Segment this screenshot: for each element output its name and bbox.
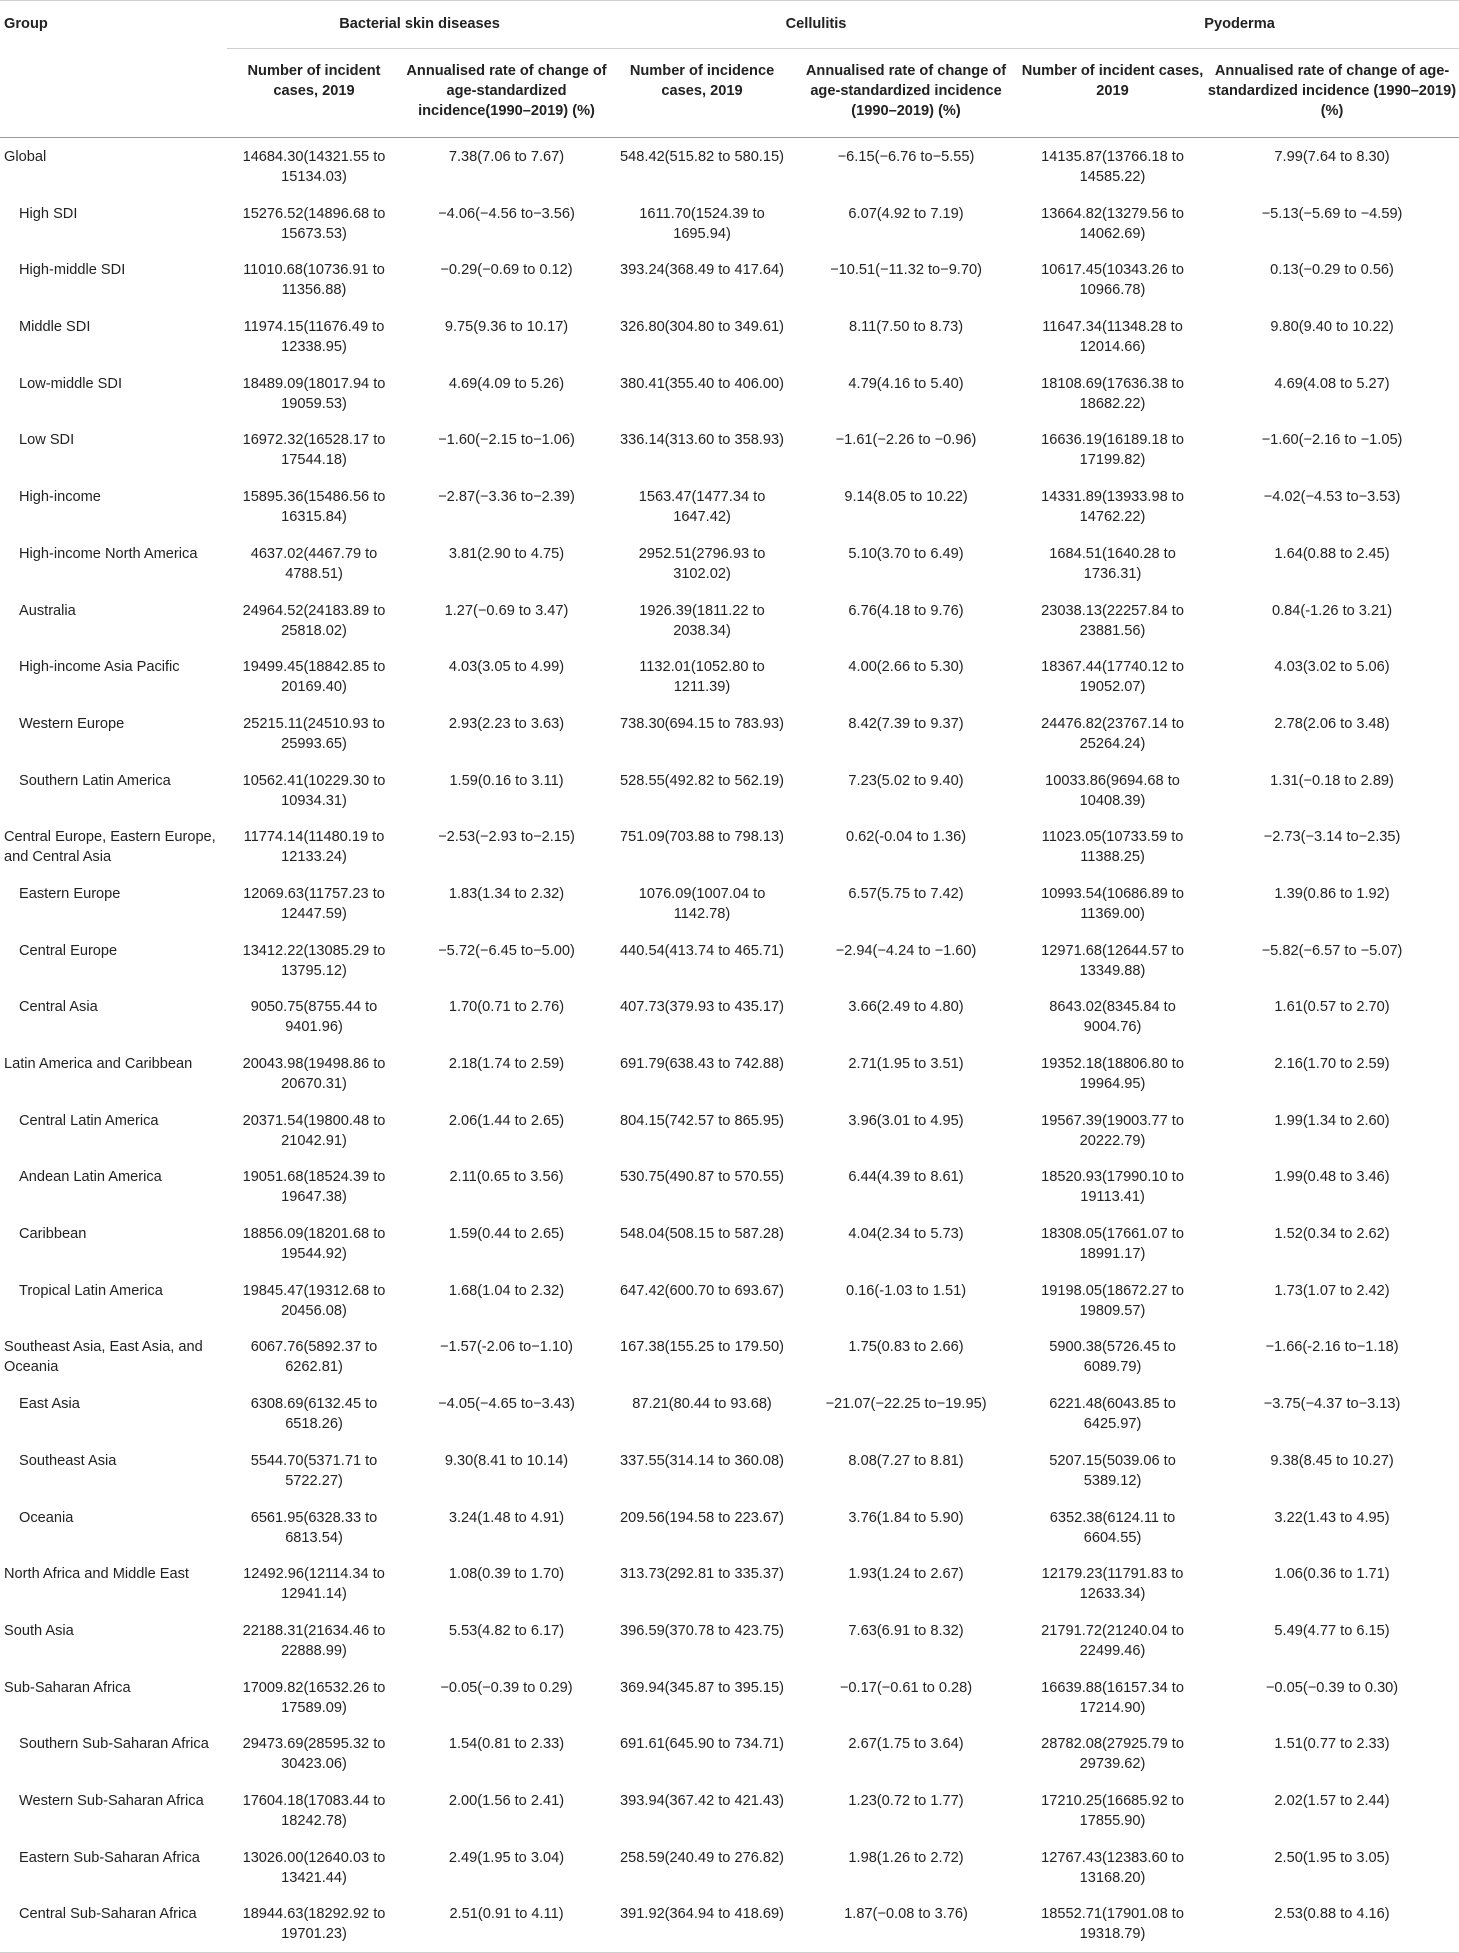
table-cell: 12767.43(12383.60 to 13168.20) <box>1041 1849 1184 1886</box>
table-cell: 19198.05(18672.27 to 19809.57) <box>1041 1282 1184 1319</box>
table-cell: 19499.45(18842.85 to 20169.40) <box>242 659 386 696</box>
table-cell: 6.07(4.92 to 7.19) <box>848 205 964 222</box>
table-cell: −1.57(-2.06 to−1.10) <box>439 1339 574 1356</box>
row-group-name: Middle SDI <box>19 319 91 336</box>
table-row <box>0 1272 1459 1329</box>
table-cell: 1.23(0.72 to 1.77) <box>848 1792 964 1809</box>
table-cell: −5.13(−5.69 to −4.59) <box>1261 205 1403 222</box>
table-cell: 6221.48(6043.85 to 6425.97) <box>1049 1396 1176 1433</box>
row-group-name: High-middle SDI <box>19 262 126 279</box>
table-row <box>0 932 1459 989</box>
row-group-name: East Asia <box>19 1396 80 1413</box>
table-cell: 1132.01(1052.80 to 1211.39) <box>639 659 765 696</box>
table-cell: 2.71(1.95 to 3.51) <box>848 1056 964 1072</box>
table-row <box>0 1612 1459 1669</box>
table-cell: 7.23(5.02 to 9.40) <box>848 772 964 789</box>
table-row <box>0 1328 1459 1385</box>
table-cell: 8.11(7.50 to 8.73) <box>848 319 964 336</box>
table-cell: 87.21(80.44 to 93.68) <box>632 1396 772 1413</box>
table-row <box>0 1499 1459 1556</box>
table-row <box>0 1158 1459 1215</box>
table-cell: 2.50(1.95 to 3.05) <box>1274 1849 1390 1866</box>
table-header <box>0 1 1459 138</box>
table-cell: −6.15(−6.76 to−5.55) <box>837 149 975 165</box>
table-row <box>0 1385 1459 1442</box>
table-cell: 369.94(345.87 to 395.15) <box>620 1679 784 1696</box>
table-cell: −21.07(−22.25 to−19.95) <box>825 1396 987 1413</box>
table-row <box>0 138 1459 195</box>
table-row <box>0 648 1459 705</box>
table-cell: 9.75(9.36 to 10.17) <box>444 319 569 336</box>
table-cell: 2.78(2.06 to 3.48) <box>1274 715 1390 732</box>
table-cell: 2.06(1.44 to 2.65) <box>448 1112 565 1129</box>
row-group-name: Central Asia <box>19 999 98 1016</box>
table-cell: 391.92(364.94 to 418.69) <box>612 1895 792 1952</box>
table-cell: 4.79(4.16 to 5.40) <box>848 375 964 392</box>
table-cell: 28782.08(27925.79 to 29739.62) <box>1041 1736 1184 1773</box>
table-cell: 440.54(413.74 to 465.71) <box>620 942 784 959</box>
table-cell: 7.99(7.64 to 8.30) <box>1274 149 1390 165</box>
table-cell: 11974.15(11676.49 to 12338.95) <box>243 319 385 356</box>
table-cell: −3.75(−4.37 to−3.13) <box>1263 1396 1401 1413</box>
table-cell: 326.80(304.80 to 349.61) <box>620 319 784 336</box>
table-cell: 1076.09(1007.04 to 1142.78) <box>638 885 766 922</box>
table-cell: 18856.09(18201.68 to 19544.92) <box>242 1226 386 1263</box>
table-cell: 13664.82(13279.56 to 14062.69) <box>1041 205 1184 242</box>
table-cell: 0.13(−0.29 to 0.56) <box>1270 262 1394 279</box>
table-cell: 6561.95(6328.33 to 6813.54) <box>250 1509 378 1546</box>
table-cell: 6067.76(5892.37 to 6262.81) <box>250 1339 378 1376</box>
table-cell: 9.30(8.41 to 10.14) <box>444 1452 569 1469</box>
table-row <box>0 592 1459 649</box>
table-cell: 10033.86(9694.68 to 10408.39) <box>1045 772 1180 809</box>
table-cell: −2.87(−3.36 to−2.39) <box>438 489 575 506</box>
table-cell: 18489.09(18017.94 to 19059.53) <box>242 375 386 412</box>
table-cell: 393.94(367.42 to 421.43) <box>620 1792 784 1809</box>
table-cell: 12492.96(12114.34 to 12941.14) <box>243 1566 385 1603</box>
group-column-header: Group <box>0 1 227 49</box>
table-cell: 19567.39(19003.77 to 20222.79) <box>1041 1112 1184 1149</box>
table-cell: 1.06(0.36 to 1.71) <box>1274 1566 1390 1583</box>
table-cell: 751.09(703.88 to 798.13) <box>620 829 784 846</box>
table-cell: −2.94(−4.24 to −1.60) <box>835 942 977 959</box>
table-row <box>0 988 1459 1045</box>
row-group-name: Southern Latin America <box>19 772 171 789</box>
table-cell: 2.18(1.74 to 2.59) <box>448 1056 565 1072</box>
row-group-name: Central Europe, Eastern Europe, and Central Asia <box>4 829 216 866</box>
table-cell: 1.27(−0.69 to 3.47) <box>444 602 569 619</box>
table-row <box>0 762 1459 819</box>
table-cell: 548.42(515.82 to 580.15) <box>620 149 784 165</box>
table-cell: 209.56(194.58 to 223.67) <box>620 1509 784 1526</box>
disease-header-cellulitis: Cellulitis <box>612 1 1020 49</box>
table-cell: −1.60(−2.15 to−1.06) <box>438 432 575 449</box>
table-cell: 1.08(0.39 to 1.70) <box>448 1566 565 1583</box>
table-cell: 8.42(7.39 to 9.37) <box>848 715 964 732</box>
table-cell: 258.59(240.49 to 276.82) <box>620 1849 784 1866</box>
table-cell: −5.82(−6.57 to −5.07) <box>1261 942 1403 959</box>
row-group-name: Southeast Asia <box>19 1452 117 1469</box>
table-cell: 738.30(694.15 to 783.93) <box>620 715 784 732</box>
row-group-name: North Africa and Middle East <box>4 1566 189 1583</box>
table-cell: 9050.75(8755.44 to 9401.96) <box>250 999 378 1036</box>
table-cell: −1.66(-2.16 to−1.18) <box>1265 1339 1399 1356</box>
table-cell: 1.68(1.04 to 2.32) <box>448 1282 565 1299</box>
table-cell: 0.84(-1.26 to 3.21) <box>1272 602 1393 619</box>
table-cell: −4.02(−4.53 to−3.53) <box>1263 489 1401 506</box>
row-group-name: Western Europe <box>19 715 125 732</box>
table-cell: 1.99(1.34 to 2.60) <box>1274 1112 1390 1129</box>
table-cell: 337.55(314.14 to 360.08) <box>620 1452 784 1469</box>
column-header: Annualised rate of change of age-standardized incidence(1990–2019) (%) <box>401 49 612 138</box>
table-cell: −10.51(−11.32 to−9.70) <box>830 262 982 279</box>
table-cell: 393.24(368.49 to 417.64) <box>620 262 784 279</box>
table-cell: 3.66(2.49 to 4.80) <box>848 999 964 1016</box>
table-cell: 6.57(5.75 to 7.42) <box>848 885 964 902</box>
table-cell: 2.16(1.70 to 2.59) <box>1274 1056 1390 1072</box>
table-cell: 25215.11(24510.93 to 25993.65) <box>243 715 385 752</box>
table-cell: 2.11(0.65 to 3.56) <box>449 1169 564 1186</box>
table-cell: 5544.70(5371.71 to 5722.27) <box>250 1452 378 1489</box>
table-cell: 4.03(3.02 to 5.06) <box>1274 659 1390 676</box>
table-cell: 29473.69(28595.32 to 30423.06) <box>242 1736 386 1773</box>
table-cell: 15895.36(15486.56 to 16315.84) <box>242 489 386 526</box>
table-cell: 18552.71(17901.08 to 19318.79) <box>1020 1895 1205 1952</box>
row-group-name: Sub-Saharan Africa <box>4 1679 131 1696</box>
row-group-name: Andean Latin America <box>19 1169 162 1186</box>
table-cell: 5.49(4.77 to 6.15) <box>1274 1622 1390 1639</box>
table-cell: 18520.93(17990.10 to 19113.41) <box>1041 1169 1184 1206</box>
table-cell: 1.51(0.77 to 2.33) <box>1274 1736 1390 1753</box>
row-group-name: High-income North America <box>19 545 198 562</box>
table-cell: 336.14(313.60 to 358.93) <box>620 432 784 449</box>
table-cell: 2952.51(2796.93 to 3102.02) <box>638 545 766 582</box>
table-cell: 548.04(508.15 to 587.28) <box>620 1226 784 1243</box>
table-cell: 12179.23(11791.83 to 12633.34) <box>1041 1566 1184 1603</box>
row-group-name: Eastern Sub-Saharan Africa <box>19 1849 200 1866</box>
row-group-name: Southern Sub-Saharan Africa <box>19 1736 209 1753</box>
table-row <box>0 478 1459 535</box>
table-cell: 16636.19(16189.18 to 17199.82) <box>1041 432 1184 469</box>
table-cell: 8.08(7.27 to 8.81) <box>848 1452 964 1469</box>
table-cell: 1.87(−0.08 to 3.76) <box>792 1895 1020 1952</box>
table-cell: 17009.82(16532.26 to 17589.09) <box>242 1679 386 1716</box>
table-cell: 4637.02(4467.79 to 4788.51) <box>250 545 378 582</box>
table-cell: −5.72(−6.45 to−5.00) <box>438 942 575 959</box>
header-spacer <box>0 49 227 138</box>
table-cell: 1926.39(1811.22 to 2038.34) <box>639 602 765 639</box>
table-cell: 1.75(0.83 to 2.66) <box>848 1339 964 1356</box>
table-cell: 647.42(600.70 to 693.67) <box>620 1282 784 1299</box>
table-cell: 8643.02(8345.84 to 9004.76) <box>1049 999 1176 1036</box>
table-row <box>0 1442 1459 1499</box>
table-cell: 6.44(4.39 to 8.61) <box>848 1169 964 1186</box>
table-cell: 11647.34(11348.28 to 12014.66) <box>1042 319 1183 356</box>
table-cell: 2.02(1.57 to 2.44) <box>1274 1792 1390 1809</box>
table-cell: 4.69(4.09 to 5.26) <box>448 375 565 392</box>
table-cell: 2.51(0.91 to 4.11) <box>401 1895 612 1952</box>
row-group-name: South Asia <box>4 1622 74 1639</box>
table-cell: 9.14(8.05 to 10.22) <box>844 489 968 506</box>
table-cell: 18308.05(17661.07 to 18991.17) <box>1041 1226 1184 1263</box>
table-cell: 1.52(0.34 to 2.62) <box>1274 1226 1390 1243</box>
table-cell: 3.76(1.84 to 5.90) <box>848 1509 964 1526</box>
table-cell: 11774.14(11480.19 to 12133.24) <box>243 829 385 866</box>
row-group-name: Tropical Latin America <box>19 1282 163 1299</box>
table-cell: 12971.68(12644.57 to 13349.88) <box>1041 942 1184 979</box>
table-cell: 2.93(2.23 to 3.63) <box>448 715 565 732</box>
table-cell: 9.38(8.45 to 10.27) <box>1270 1452 1394 1469</box>
table-row <box>0 818 1459 875</box>
table-cell: 22188.31(21634.46 to 22888.99) <box>242 1622 386 1659</box>
table-cell: 407.73(379.93 to 435.17) <box>620 999 784 1016</box>
table-cell: 1.59(0.16 to 3.11) <box>449 772 564 789</box>
table-cell: 10562.41(10229.30 to 10934.31) <box>242 772 386 809</box>
table-cell: −2.53(−2.93 to−2.15) <box>438 829 575 846</box>
table-cell: 18944.63(18292.92 to 19701.23) <box>227 1895 401 1952</box>
table-cell: 13026.00(12640.03 to 13421.44) <box>242 1849 386 1886</box>
table-row <box>0 535 1459 592</box>
table-cell: −4.05(−4.65 to−3.43) <box>438 1396 575 1413</box>
row-group-name: Oceania <box>19 1509 74 1526</box>
table-row <box>0 705 1459 762</box>
table-cell: 19352.18(18806.80 to 19964.95) <box>1041 1056 1184 1092</box>
table-cell: 1611.70(1524.39 to 1695.94) <box>639 205 765 242</box>
table-cell: 3.22(1.43 to 4.95) <box>1274 1509 1390 1526</box>
column-header: Number of incident cases, 2019 <box>1020 49 1205 138</box>
table-cell: 4.69(4.08 to 5.27) <box>1274 375 1390 392</box>
table-cell: 1.73(1.07 to 2.42) <box>1274 1282 1390 1299</box>
row-group-name: Southeast Asia, East Asia, and Oceania <box>4 1339 203 1376</box>
table-cell: 6308.69(6132.45 to 6518.26) <box>250 1396 378 1433</box>
table-cell: 9.80(9.40 to 10.22) <box>1270 319 1394 336</box>
table-cell: 19051.68(18524.39 to 19647.38) <box>242 1169 386 1206</box>
table-cell: 530.75(490.87 to 570.55) <box>620 1169 784 1186</box>
row-group-name: Australia <box>19 602 76 619</box>
row-group-name: Central Latin America <box>19 1112 159 1129</box>
table-cell: 1.61(0.57 to 2.70) <box>1274 999 1390 1016</box>
table-cell: 19845.47(19312.68 to 20456.08) <box>242 1282 386 1319</box>
table-cell: 12069.63(11757.23 to 12447.59) <box>243 885 385 922</box>
table-cell: 14331.89(13933.98 to 14762.22) <box>1041 489 1184 526</box>
table-cell: 14135.87(13766.18 to 14585.22) <box>1041 149 1184 185</box>
row-group-name: High SDI <box>19 205 78 222</box>
table-cell: 396.59(370.78 to 423.75) <box>620 1622 784 1639</box>
table-cell: 20371.54(19800.48 to 21042.91) <box>242 1112 386 1149</box>
table-cell: 4.04(2.34 to 5.73) <box>848 1226 964 1243</box>
disease-header-pyoderma: Pyoderma <box>1020 1 1459 49</box>
table-cell: 2.67(1.75 to 3.64) <box>848 1736 964 1753</box>
table-cell: 0.62(-0.04 to 1.36) <box>845 829 967 846</box>
table-cell: 5900.38(5726.45 to 6089.79) <box>1049 1339 1176 1376</box>
table-cell: 1563.47(1477.34 to 1647.42) <box>638 489 766 526</box>
table-cell: 1.70(0.71 to 2.76) <box>448 999 565 1016</box>
table-cell: 2.53(0.88 to 4.16) <box>1205 1895 1459 1952</box>
table-row <box>0 1215 1459 1272</box>
table-cell: 1.64(0.88 to 2.45) <box>1274 545 1390 562</box>
table-cell: 17604.18(17083.44 to 18242.78) <box>242 1792 386 1829</box>
table-cell: 18367.44(17740.12 to 19052.07) <box>1041 659 1184 696</box>
table-cell: 1.99(0.48 to 3.46) <box>1274 1169 1390 1186</box>
table-cell: 1.93(1.24 to 2.67) <box>848 1566 964 1583</box>
table-cell: 6352.38(6124.11 to 6604.55) <box>1049 1509 1176 1546</box>
column-header: Number of incident cases, 2019 <box>227 49 401 138</box>
table-row <box>0 1102 1459 1159</box>
table-cell: 4.03(3.05 to 4.99) <box>448 659 565 676</box>
table-cell: 10617.45(10343.26 to 10966.78) <box>1041 262 1184 299</box>
table-row <box>0 195 1459 252</box>
table-cell: 691.61(645.90 to 734.71) <box>620 1736 784 1753</box>
row-group-name: Eastern Europe <box>19 885 121 902</box>
row-group-name: High-income Asia Pacific <box>19 659 180 676</box>
table-cell: −0.17(−0.61 to 0.28) <box>839 1679 973 1696</box>
row-group-name: Central Sub-Saharan Africa <box>0 1895 227 1952</box>
table-cell: 804.15(742.57 to 865.95) <box>620 1112 784 1129</box>
table-cell: 14684.30(14321.55 to 15134.03) <box>242 149 386 185</box>
table-cell: 2.00(1.56 to 2.41) <box>448 1792 565 1809</box>
table-cell: −0.05(−0.39 to 0.30) <box>1265 1679 1399 1696</box>
table-row <box>0 251 1459 308</box>
table-cell: 691.79(638.43 to 742.88) <box>620 1056 784 1072</box>
table-cell: 3.24(1.48 to 4.91) <box>448 1509 565 1526</box>
row-group-name: Low SDI <box>19 432 75 449</box>
table-row <box>0 875 1459 932</box>
table-cell: 5.10(3.70 to 6.49) <box>848 545 964 562</box>
table-cell: 11010.68(10736.91 to 11356.88) <box>243 262 385 299</box>
table-cell: −0.05(−0.39 to 0.29) <box>440 1679 573 1696</box>
table-cell: −4.06(−4.56 to−3.56) <box>438 205 575 222</box>
table-cell: 2.49(1.95 to 3.04) <box>448 1849 565 1866</box>
table-row <box>0 1725 1459 1782</box>
table-row <box>0 1839 1459 1896</box>
table-cell: 13412.22(13085.29 to 13795.12) <box>242 942 386 979</box>
table-cell: −2.73(−3.14 to−2.35) <box>1263 829 1401 846</box>
table-cell: 11023.05(10733.59 to 11388.25) <box>1041 829 1184 866</box>
row-group-name: Caribbean <box>19 1226 87 1243</box>
row-group-name: High-income <box>19 489 101 506</box>
row-group-name: Global <box>4 149 47 165</box>
table-cell: 24476.82(23767.14 to 25264.24) <box>1041 715 1184 752</box>
column-header: Annualised rate of change of age-standardized incidence (1990–2019) (%) <box>792 49 1020 138</box>
table-body <box>0 138 1459 1953</box>
column-header: Annualised rate of change of age-standardized incidence (1990–2019) (%) <box>1205 49 1459 138</box>
table-cell: 24964.52(24183.89 to 25818.02) <box>242 602 386 639</box>
table-cell: 6.76(4.18 to 9.76) <box>848 602 964 619</box>
table-cell: 16639.88(16157.34 to 17214.90) <box>1041 1679 1184 1716</box>
table-row <box>0 1045 1459 1102</box>
row-group-name: Central Europe <box>19 942 118 959</box>
table-cell: −0.29(−0.69 to 0.12) <box>440 262 573 279</box>
table-cell: 1.39(0.86 to 1.92) <box>1274 885 1390 902</box>
table-cell: 313.73(292.81 to 335.37) <box>620 1566 784 1583</box>
table-cell: 4.00(2.66 to 5.30) <box>848 659 964 676</box>
table-cell: 17210.25(16685.92 to 17855.90) <box>1041 1792 1184 1829</box>
table-cell: 1.98(1.26 to 2.72) <box>848 1849 964 1866</box>
disease-header-bacterial-skin-diseases: Bacterial skin diseases <box>227 1 612 49</box>
table-cell: 380.41(355.40 to 406.00) <box>620 375 784 392</box>
table-row <box>0 1669 1459 1726</box>
table-cell: 20043.98(19498.86 to 20670.31) <box>242 1056 386 1092</box>
table-cell: 1.31(−0.18 to 2.89) <box>1270 772 1394 789</box>
table-cell: 3.96(3.01 to 4.95) <box>848 1112 964 1129</box>
table-cell: 7.63(6.91 to 8.32) <box>848 1622 964 1639</box>
row-group-name: Low-middle SDI <box>19 375 123 392</box>
table-cell: 15276.52(14896.68 to 15673.53) <box>242 205 386 242</box>
table-cell: 7.38(7.06 to 7.67) <box>448 149 565 165</box>
table-cell: 16972.32(16528.17 to 17544.18) <box>242 432 386 469</box>
table-cell: 0.16(-1.03 to 1.51) <box>845 1282 967 1299</box>
table-cell: 10993.54(10686.89 to 11369.00) <box>1041 885 1184 922</box>
table-row <box>0 1782 1459 1839</box>
table-row <box>0 1555 1459 1612</box>
table-cell: 3.81(2.90 to 4.75) <box>448 545 565 562</box>
table-cell: 528.55(492.82 to 562.19) <box>620 772 784 789</box>
table-cell: 21791.72(21240.04 to 22499.46) <box>1041 1622 1184 1659</box>
table-cell: 1.59(0.44 to 2.65) <box>448 1226 565 1243</box>
table-cell: 5.53(4.82 to 6.17) <box>448 1622 565 1639</box>
table-cell: 5207.15(5039.06 to 5389.12) <box>1049 1452 1176 1489</box>
table-cell: 1684.51(1640.28 to 1736.31) <box>1049 545 1176 582</box>
table-row <box>0 308 1459 365</box>
row-group-name: Western Sub-Saharan Africa <box>19 1792 204 1809</box>
row-group-name: Latin America and Caribbean <box>4 1056 193 1072</box>
table-cell: 23038.13(22257.84 to 23881.56) <box>1041 602 1184 639</box>
table-cell: 18108.69(17636.38 to 18682.22) <box>1041 375 1184 412</box>
table-cell: −1.60(−2.16 to −1.05) <box>1261 432 1403 449</box>
table-cell: 167.38(155.25 to 179.50) <box>620 1339 784 1356</box>
table-row <box>0 1895 1459 1952</box>
table-row <box>0 421 1459 478</box>
table-cell: 1.83(1.34 to 2.32) <box>448 885 565 902</box>
table-cell: −1.61(−2.26 to −0.96) <box>835 432 977 449</box>
table-row <box>0 365 1459 422</box>
column-header: Number of incidence cases, 2019 <box>612 49 792 138</box>
table-cell: 1.54(0.81 to 2.33) <box>448 1736 565 1753</box>
